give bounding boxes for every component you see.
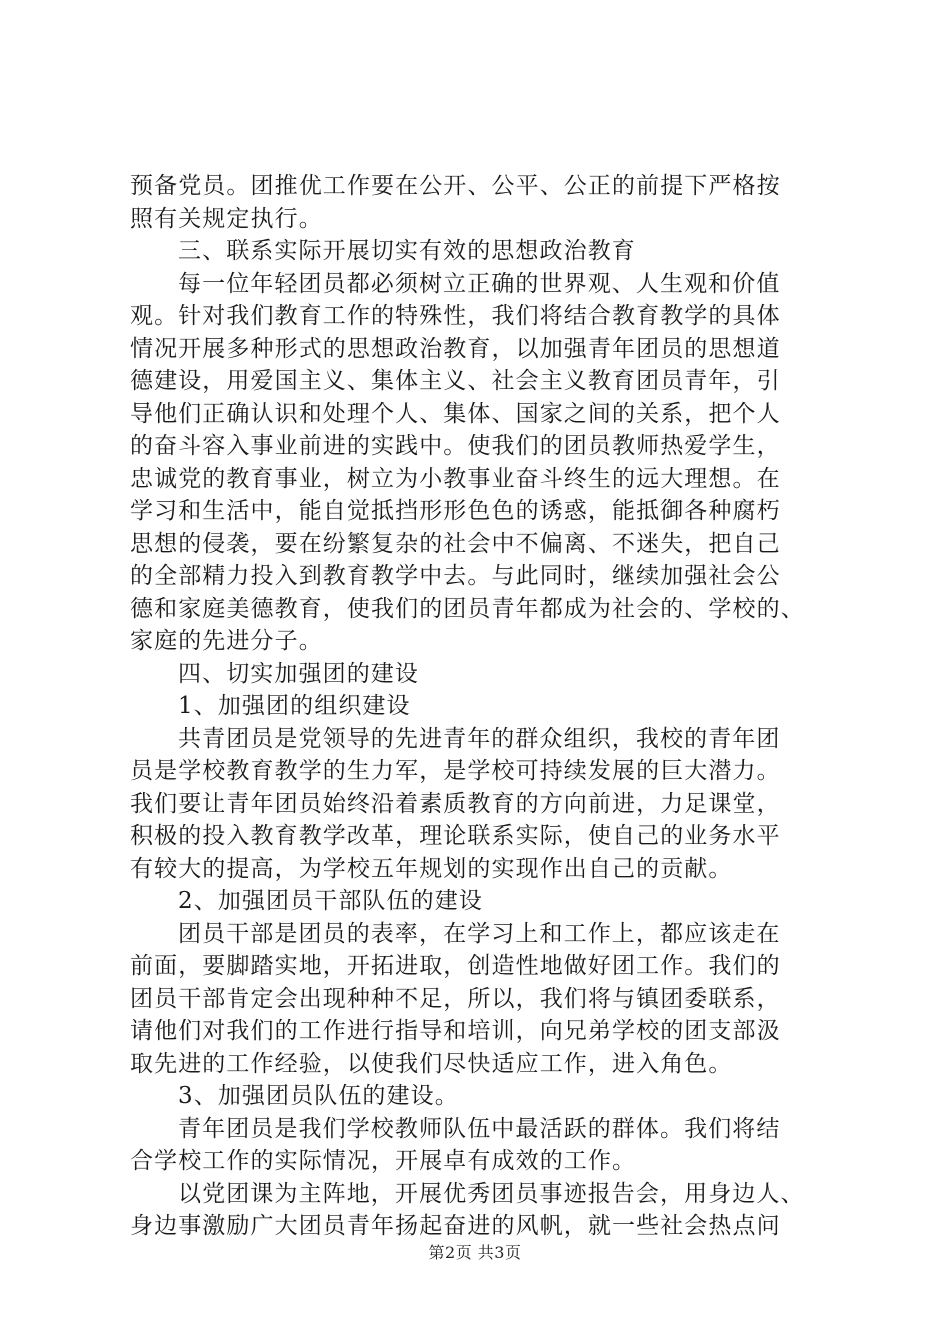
text-line: 的奋斗容入事业前进的实践中。使我们的团员教师热爱学生， bbox=[130, 433, 781, 459]
text-line: 我们要让青年团员始终沿着素质教育的方向前进，力足课堂， bbox=[130, 790, 781, 817]
text-line: 3、加强团员队伍的建设。 bbox=[178, 1083, 459, 1109]
text-line: 身边事激励广大团员青年扬起奋进的风帆，就一些社会热点问 bbox=[130, 1213, 781, 1239]
text-line: 团员干部肯定会出现种种不足，所以，我们将与镇团委联系， bbox=[130, 985, 781, 1012]
text-line: 四、切实加强团的建设 bbox=[178, 660, 419, 687]
text-line: 观。针对我们教育工作的特殊性，我们将结合教育教学的具体 bbox=[130, 303, 781, 329]
text-line: 家庭的先进分子。 bbox=[130, 628, 323, 654]
document-body bbox=[130, 170, 840, 1243]
text-line: 导他们正确认识和处理个人、集体、国家之间的关系，把个人 bbox=[130, 400, 781, 427]
text-line: 积极的投入教育教学改革，理论联系实际，使自己的业务水平 bbox=[130, 823, 781, 849]
text-line: 忠诚党的教育事业，树立为小教事业奋斗终生的远大理想。在 bbox=[130, 465, 781, 492]
text-line: 取先进的工作经验，以使我们尽快适应工作，进入角色。 bbox=[130, 1050, 733, 1077]
text-line: 团员干部是团员的表率，在学习上和工作上，都应该走在 bbox=[178, 920, 781, 947]
page-footer: 第2页 共3页 bbox=[428, 1243, 522, 1262]
text-line: 合学校工作的实际情况，开展卓有成效的工作。 bbox=[130, 1148, 637, 1174]
text-line: 2、加强团员干部队伍的建设 bbox=[178, 888, 483, 914]
text-line: 照有关规定执行。 bbox=[130, 205, 323, 232]
text-line: 以党团课为主阵地，开展优秀团员事迹报告会，用身边人、 bbox=[178, 1180, 805, 1207]
text-line: 情况开展多种形式的思想政治教育，以加强青年团员的思想道 bbox=[130, 335, 781, 362]
text-line: 前面，要脚踏实地，开拓进取，创造性地做好团工作。我们的 bbox=[130, 953, 781, 979]
text-line: 有较大的提高，为学校五年规划的实现作出自己的贡献。 bbox=[130, 855, 733, 882]
text-line: 德建设，用爱国主义、集体主义、社会主义教育团员青年，引 bbox=[130, 368, 781, 394]
text-line: 青年团员是我们学校教师队伍中最活跃的群体。我们将结 bbox=[178, 1115, 781, 1142]
text-line: 思想的侵袭，要在纷繁复杂的社会中不偏离、不迷失，把自己 bbox=[130, 530, 781, 557]
text-line: 德和家庭美德教育，使我们的团员青年都成为社会的、学校的、 bbox=[130, 595, 805, 622]
text-line: 请他们对我们的工作进行指导和培训，向兄弟学校的团支部汲 bbox=[130, 1018, 781, 1044]
text-line: 共青团员是党领导的先进青年的群众组织，我校的青年团 bbox=[178, 725, 781, 752]
text-line: 的全部精力投入到教育教学中去。与此同时，继续加强社会公 bbox=[130, 563, 781, 589]
text-line: 预备党员。团推优工作要在公开、公平、公正的前提下严格按 bbox=[130, 173, 781, 199]
text-line: 每一位年轻团员都必须树立正确的世界观、人生观和价值 bbox=[178, 270, 781, 297]
text-line: 学习和生活中，能自觉抵挡形形色色的诱惑，能抵御各种腐朽 bbox=[130, 498, 781, 524]
text-line: 1、加强团的组织建设 bbox=[178, 693, 411, 719]
text-line: 三、联系实际开展切实有效的思想政治教育 bbox=[178, 238, 636, 264]
text-line: 员是学校教育教学的生力军，是学校可持续发展的巨大潜力。 bbox=[130, 758, 781, 784]
